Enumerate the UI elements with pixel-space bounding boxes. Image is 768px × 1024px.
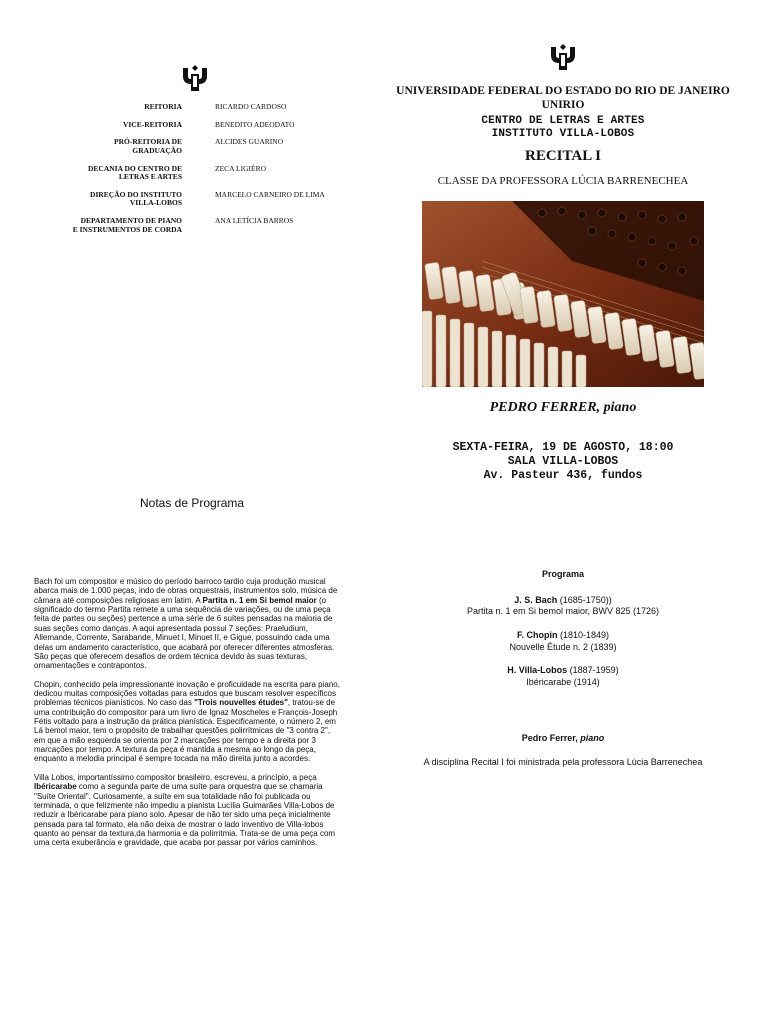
notes-emphasis: Partita n. 1 em Si bemol maior [202, 595, 317, 605]
notes-paragraph-villa-lobos [34, 773, 342, 848]
unirio-logo-icon [548, 43, 578, 73]
program-dates: (1887-1959) [567, 665, 619, 676]
credit-role: DEPARTAMENTO DE PIANO E INSTRUMENTOS DE CORDA [72, 216, 182, 234]
program-composer: H. Villa-Lobos [507, 665, 568, 676]
credit-row [70, 138, 330, 155]
class-subtitle: CLASSE DA PROFESSORA LÚCIA BARRENECHEA [437, 175, 689, 187]
credit-role: REITORIA [144, 102, 182, 111]
notes-text: (o significado do termo Partita remete a uma sequência de variações, ou de uma peça feita de partes ou seções) pertence a uma série de 6 suítes pensadas na maioria de suas seções como danças. A aqui apresentada possui 7 seções: Praeludium, Allemande, Corrente, Sarabande, Minuet I, Minuet II, e Gigue, possuindo cada uma delas um andamento característico, que acabará por oferecer diferentes atmosferas. São peças que oferecem desafios de ordem técnica devido às suas texturas, ornamentações e contrapontos. [34, 595, 335, 671]
notes-text: Chopin, conhecido pela impressionante inovação e proficuidade na escrita para piano, dedicou muitas composições voltadas para estudos que buscam resolver específicos problemas técnicos pianísticos. No caso das [34, 679, 340, 708]
credit-name: RICARDO CARDOSO [215, 102, 287, 111]
footer-performer-separator: , [575, 733, 581, 743]
credit-row [70, 165, 330, 182]
program-composer: J. S. Bach [514, 594, 558, 605]
footer-performer-instrument: piano [580, 733, 605, 743]
notes-text: como a segunda parte de uma suíte para orquestra que se chamaria "Suíte Oriental". Curiosamente, a suíte em sua totalidade não foi publicada ou terminada, o que felizmente não impediu a pianista Lucília Guimarães Villa-Lobos de reduzir a Ibéricarabe para piano solo. Apesar de não ter sido uma peça inicialmente pensada para tal formato, ela não deixa de mostrar o lado inventivo de Villa-lobos quanto ao pensar da textura,da harmonia e da polirritmia. Trata-se de uma peça com uma certa exuberância e gravidade, que acaba por passar por vários caminhos. [34, 782, 336, 848]
credit-role: DECANIA DO CENTRO DE LETRAS E ARTES [88, 163, 182, 182]
event-venue: SALA VILLA-LOBOS [507, 454, 619, 468]
performer-instrument: , piano [596, 400, 637, 415]
footer-performer [396, 733, 730, 743]
credit-name: ZECA LIGIÉRO [215, 163, 267, 173]
program-composer-line [396, 665, 730, 677]
credit-name: MARCELO CARNEIRO DE LIMA [215, 189, 325, 199]
notes-text: Villa Lobos, importantíssimo compositor brasileiro, escreveu, a princípio, a peça [34, 772, 317, 782]
credits-list [70, 103, 330, 243]
performer-name [396, 400, 730, 416]
credit-role: VICE-REITORIA [122, 119, 182, 129]
center-name: CENTRO DE LETRAS E ARTES [481, 115, 645, 127]
program-item [396, 595, 730, 618]
university-header [396, 85, 730, 140]
program-title: Programa [541, 569, 585, 579]
program-work: Partita n. 1 em Si bemol maior, BWV 825 (1726) [466, 606, 660, 617]
notes-title: Notas de Programa [140, 496, 245, 510]
program-composer-line [396, 630, 730, 642]
event-address: Av. Pasteur 436, fundos [483, 468, 643, 482]
university-acronym: UNIRIO [541, 99, 585, 111]
credit-row [70, 121, 330, 130]
institute-name: INSTITUTO VILLA-LOBOS [491, 128, 635, 140]
notes-emphasis: Ibéricarabe [34, 782, 77, 792]
credit-name: ALCIDES GUARINO [215, 137, 284, 147]
footer-performer-name: Pedro Ferrer [521, 733, 576, 743]
notes-emphasis: "Trois nouvelles études" [194, 698, 288, 708]
program-dates: (1685-1750)) [557, 594, 612, 605]
program-work: Nouvelle Étude n. 2 (1839) [509, 641, 617, 652]
credit-role: PRÓ-REITORIA DE GRADUAÇÃO [114, 137, 182, 155]
program-item [396, 630, 730, 653]
program-work: Ibéricarabe (1914) [526, 677, 600, 688]
university-name: UNIVERSIDADE FEDERAL DO ESTADO DO RIO DE JANEIRO [396, 85, 730, 97]
unirio-logo-icon [180, 64, 210, 94]
program-dates: (1810-1849) [557, 630, 610, 641]
notes-paragraph-chopin [34, 680, 342, 764]
program-notes [34, 577, 342, 857]
credit-row [70, 103, 330, 112]
credit-role: DIREÇÃO DO INSTITUTO VILLA-LOBOS [90, 189, 182, 208]
credit-name: BENEDITO ADEODATO [215, 119, 295, 129]
program-composer-line [396, 595, 730, 607]
recital-title: RECITAL I [525, 148, 601, 164]
program-composer: F. Chopin [516, 630, 558, 641]
program-item [396, 665, 730, 688]
notes-paragraph-bach [34, 577, 342, 671]
program-list [396, 569, 730, 701]
notes-text: Bach foi um compositor e músico do período barroco tardio cuja produção musical abarca mais de 1.000 peças, indo de obras orquestrais, instrumentos solo, música de câmara até composições religiosas em latim. A [34, 577, 338, 605]
credit-row [70, 217, 330, 234]
notes-text: , tratou-se de uma contribuição do compositor para um livro de Ignaz Moscheles e François-Joseph Fétis voltado para a instrução da prática pianística. Especificamente, o número 2, em Lá bemol maior, tem o propósito de trabalhar questões polirrítmicas de "3 contra 2", em que a mão esquerda se orienta por 2 marcações por tempo e a direita por 3 marcações por tempo. A textura da peça é mantida a mesma ao longo da peça, enquanto a melodia principal é sempre tocada na mão direita junto a acordes. [34, 698, 338, 764]
event-date: SEXTA-FEIRA, 19 DE AGOSTO, 18:00 [452, 441, 674, 454]
piano-hammers-photo [422, 201, 704, 387]
performer-name-text: PEDRO FERRER [489, 400, 597, 415]
course-note: A disciplina Recital I foi ministrada pela professora Lúcia Barrenechea [423, 757, 703, 767]
credit-row [70, 191, 330, 208]
event-details [396, 441, 730, 482]
credit-name: ANA LETÍCIA BARROS [215, 216, 294, 225]
